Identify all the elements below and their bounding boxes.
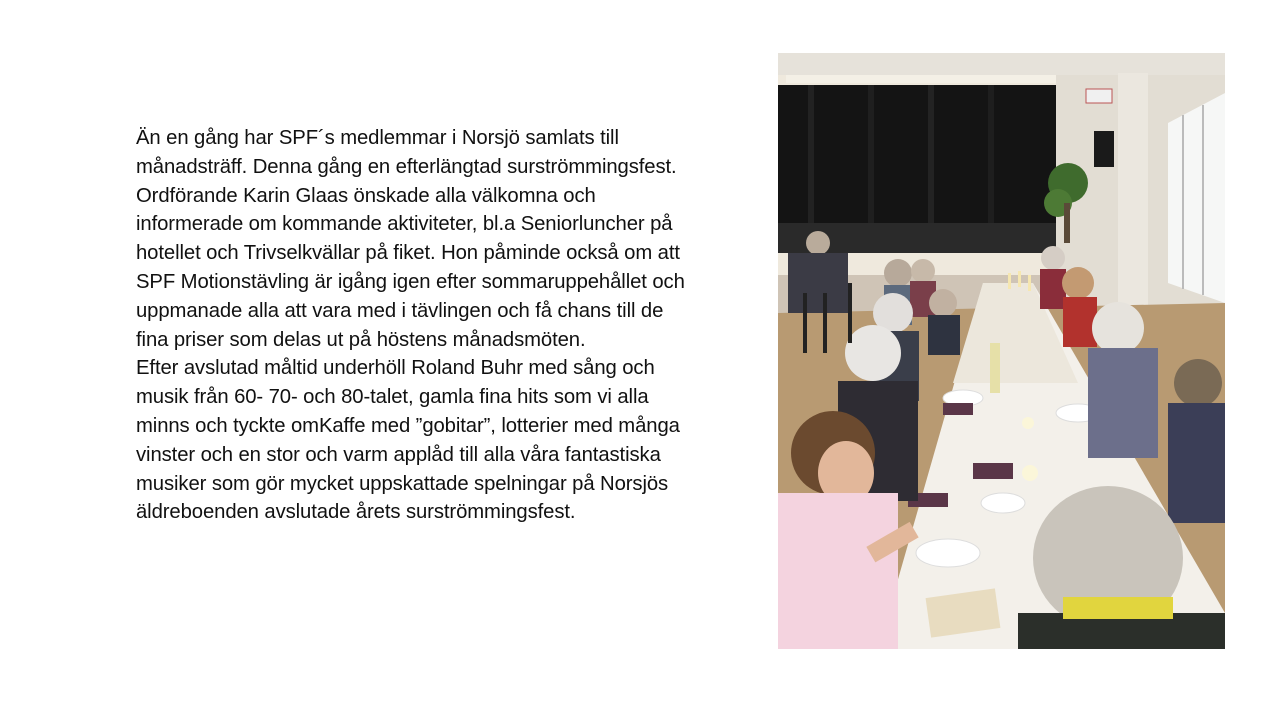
article-line: vinster och en stor och varm applåd till alla våra fantastiska [136,443,661,466]
article-line: fina priser som delas ut på höstens månadsmöten. [136,328,586,351]
article-line: hotellet och Trivselkvällar på fiket. Hon påminde också om att [136,242,680,265]
article-line: musiker som gör mycket uppskattade spelningar på Norsjös [136,472,669,495]
article-line: informerade om kommande aktiviteter, bl.a Seniorluncher på [136,213,673,236]
article-line: Än en gång har SPF´s medlemmar i Norsjö samlats till [136,127,619,149]
article-line: musik från 60- 70- och 80-talet, gamla fina hits som vi alla [136,386,649,409]
article-line: Efter avslutad måltid underhöll Roland Buhr med sång och [136,357,655,380]
article-line: SPF Motionstävling är igång igen efter sommaruppehållet och [136,270,685,293]
event-photo-illustration [778,53,1225,649]
article-line: minns och tyckte omKaffe med ”gobitar”, lotterier med många [136,414,680,437]
event-photo [778,53,1225,649]
article-line: uppmanade alla att vara med i tävlingen och få chans till de [136,299,664,322]
article-line: äldreboenden avslutade årets surströmmingsfest. [136,501,576,524]
article-line: månadsträff. Denna gång en efterlängtad surströmmingsfest. [136,155,677,178]
article-text [136,124,756,527]
article-line: Ordförande Karin Glaas önskade alla välkomna och [136,184,596,207]
